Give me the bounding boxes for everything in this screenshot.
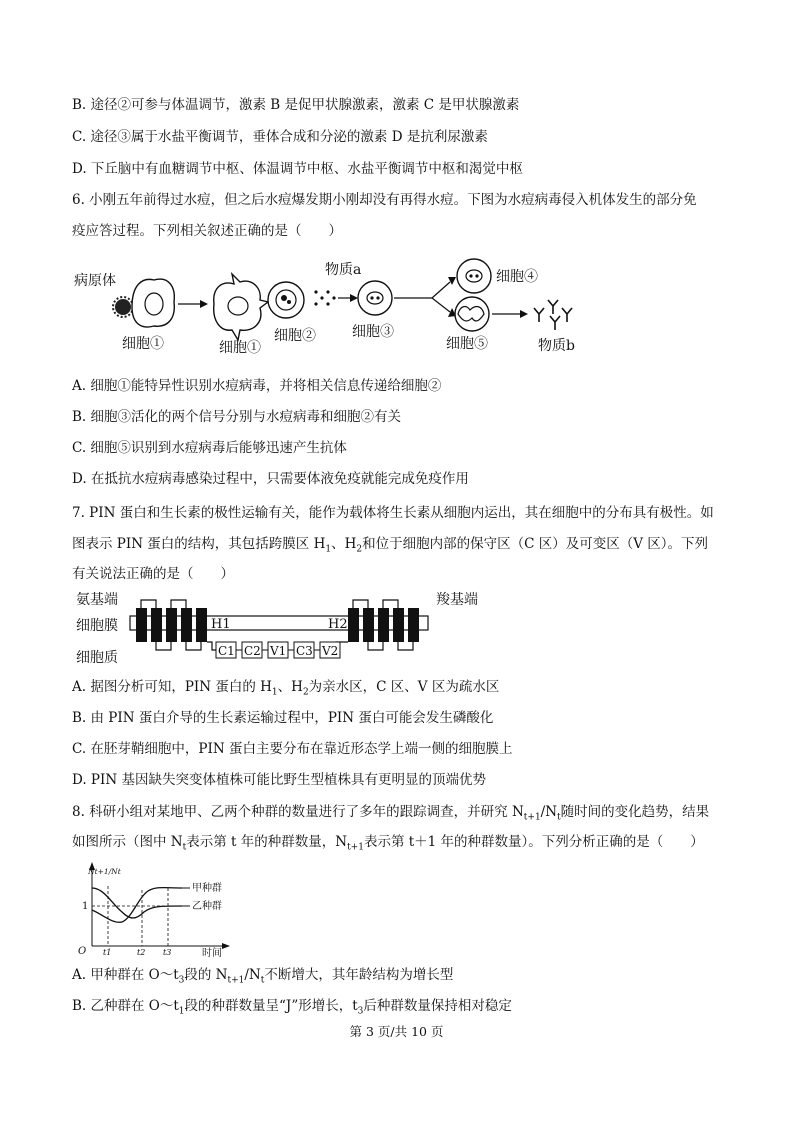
q8-stem-line1: 8. 科研小组对某地甲、乙两个种群的数量进行了多年的跟踪调查，并研究 $N_{t+1}/N_t$随时间的变化趋势，结果 [72,804,710,823]
pathogen-icon [115,299,131,315]
cell4-label: 细胞④ [496,269,538,285]
q5-option-d: D. 下丘脑中有血糖调节中枢、体温调节中枢、水盐平衡调节中枢和渴觉中枢 [72,161,523,177]
region-c3: C3 [296,644,313,658]
q7-option-a: A. 据图分析可知，PIN 蛋白的 $H_1$、$H_2$为亲水区，C 区、V 区为疏水区 [72,679,500,698]
q6-option-b: B. 细胞③活化的两个信号分别与水痘病毒和细胞②有关 [72,409,402,425]
h2-label: H2 [328,617,348,632]
x-tick-t3: t3 [163,948,172,957]
q8-option-a: A. 甲种群在 $O\sim t_3$段的 $N_{t+1}/N_t$不断增大，其年龄结构为增长型 [72,967,454,986]
immune-response-diagram [72,252,592,362]
carboxyl-terminus-label: 羧基端 [436,592,478,608]
q6-option-d: D. 在抵抗水痘病毒感染过程中，只需要体液免疫就能完成免疫作用 [72,471,469,487]
q8-option-b: B. 乙种群在 $O\sim t_1$段的种群数量呈“J”形增长，$t_3$后种群数量保持相对稳定 [72,998,512,1017]
cell1-label-second: 细胞① [219,340,261,356]
h1-label: H1 [211,617,231,632]
legend-jia: 甲种群 [192,883,222,894]
y-tick-1: 1 [82,901,89,912]
cytoplasm-label: 细胞质 [76,650,118,666]
q7-stem-line3: 有关说法正确的是（ ） [72,566,234,582]
q6-stem-line1: 6. 小刚五年前得过水痘，但之后水痘爆发期小刚却没有再得水痘。下图为水痘病毒侵入机体发生的部分免 [72,192,697,208]
pathogen-label: 病原体 [74,273,116,289]
region-c1: C1 [218,644,235,658]
cell3-label: 细胞③ [352,324,394,340]
q5-option-b: B. 途径②可参与体温调节，激素 B 是促甲状腺激素，激素 C 是甲状腺激素 [72,97,520,113]
q5-option-c: C. 途径③属于水盐平衡调节，垂体合成和分泌的激素 D 是抗利尿激素 [72,129,488,145]
substance-a-label: 物质a [325,262,362,278]
x-tick-t2: t2 [137,948,146,957]
x-axis-label: 时间 [202,948,222,958]
q7-stem-line2: 图表示 PIN 蛋白的结构，其包括跨膜区 $H_1$、$H_2$和位于细胞内部的保守区（C 区）及可变区（V 区）。下列 [72,536,709,555]
page-footer: 第 3 页/共 10 页 [349,1024,444,1039]
q8-stem-line2: 如图所示（图中 $N_t$表示第 t 年的种群数量，$N_{t+1}$表示第 t＋1 年的种群数量）。下列分析正确的是（ ） [72,834,704,853]
cell1-label-first: 细胞① [122,336,164,352]
population-ratio-chart [72,858,242,958]
q7-option-b: B. 由 PIN 蛋白介导的生长素运输过程中，PIN 蛋白可能会发生磷酸化 [72,710,494,726]
cell5-label: 细胞⑤ [446,336,488,352]
q6-option-c: C. 细胞⑤识别到水痘病毒后能够迅速产生抗体 [72,440,347,456]
cell2-label: 细胞② [274,328,316,344]
region-v1: V1 [270,644,287,658]
cytoplasmic-regions [216,642,340,658]
origin-label: O [78,946,87,957]
region-c2: C2 [244,644,261,658]
substance-a-dots [314,290,335,305]
pin-protein-diagram [72,588,512,668]
h1-helices [136,608,207,642]
q6-stem-line2: 疫应答过程。下列相关叙述正确的是（ ） [72,223,342,239]
legend-yi: 乙种群 [192,901,222,912]
q7-stem-line1: 7. PIN 蛋白和生长素的极性运输有关，能作为载体将生长素从细胞内运出，其在细胞中的分布具有极性。如 [72,505,714,521]
antibody-icons [534,300,572,330]
series-yi-line [92,888,182,918]
q6-option-a: A. 细胞①能特异性识别水痘病毒，并将相关信息传递给细胞② [72,378,442,394]
membrane-label: 细胞膜 [76,618,118,634]
amino-terminus-label: 氨基端 [76,592,118,608]
substance-b-label: 物质b [538,338,575,354]
q7-option-d: D. PIN 基因缺失突变体植株可能比野生型植株具有更明显的顶端优势 [72,772,486,788]
region-v2: V2 [322,644,339,658]
y-axis-label: Nt+1/Nt [88,867,121,876]
x-tick-t1: t1 [103,948,112,957]
q7-option-c: C. 在胚芽鞘细胞中，PIN 蛋白主要分布在靠近形态学上端一侧的细胞膜上 [72,741,513,757]
h2-helices [348,608,419,642]
